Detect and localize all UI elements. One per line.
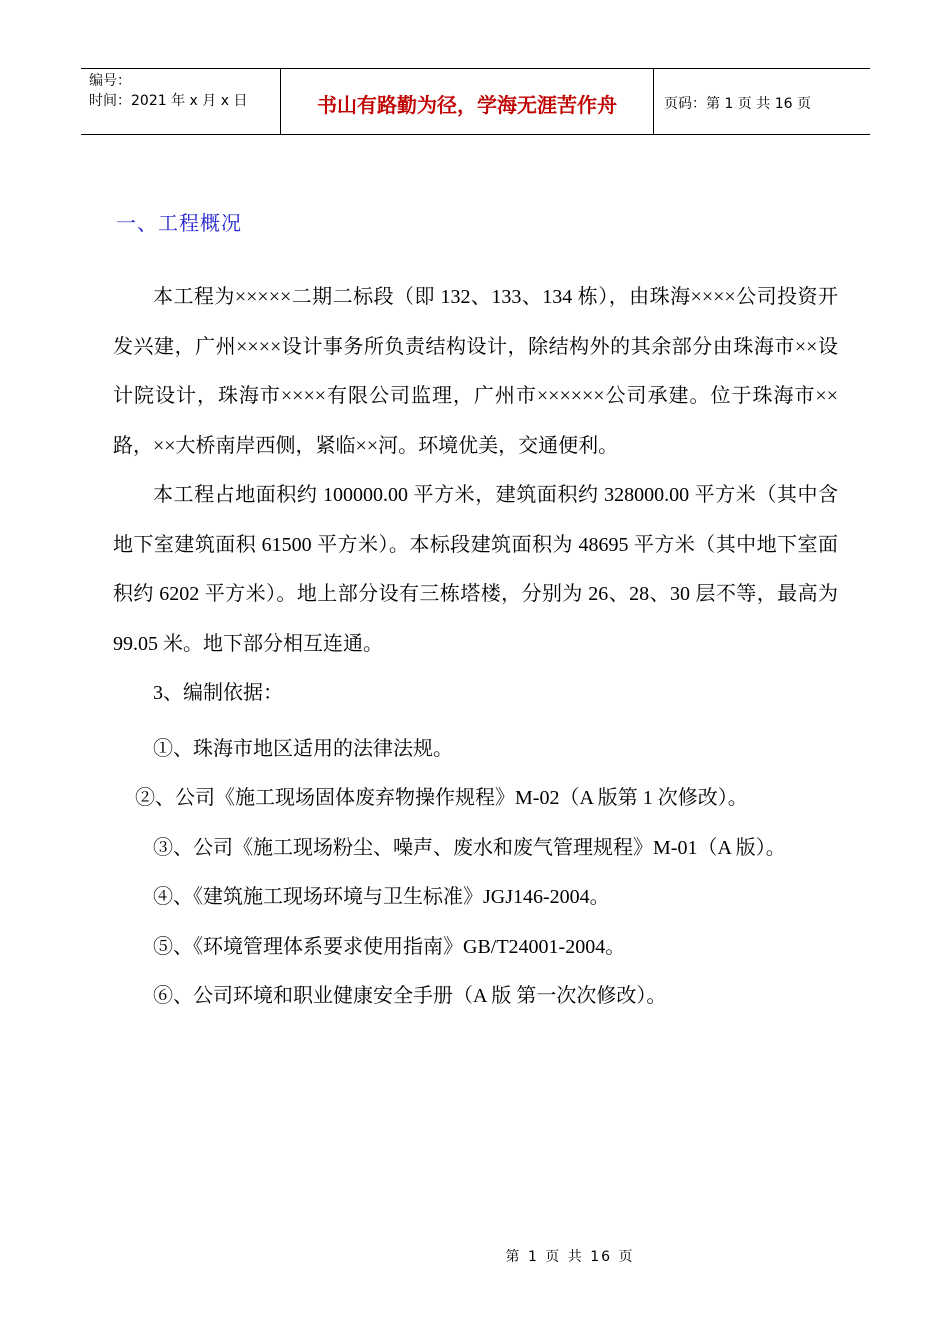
document-body — [113, 273, 838, 1022]
section-title: 一、工程概况 — [116, 211, 242, 235]
basis-item: ⑤、《环境管理体系要求使用指南》GB/T24001-2004。 — [153, 935, 626, 958]
basis-item: ④、《建筑施工现场环境与卫生标准》JGJ146-2004。 — [153, 886, 610, 908]
document-header — [81, 68, 870, 135]
basis-item: ②、公司《施工现场固体废弃物操作规程》M-02（A 版第 1 次修改）。 — [135, 787, 748, 809]
header-left-cell — [81, 69, 281, 134]
number-label: 编号： — [89, 73, 131, 89]
basis-item: ③、公司《施工现场粉尘、噪声、废水和废气管理规程》M-01（A 版）。 — [153, 836, 786, 859]
basis-item: ⑥、公司环境和职业健康安全手册（A 版 第一次次修改）。 — [153, 985, 667, 1007]
time-label: 时间：2021 年 x 月 x 日 — [89, 93, 248, 109]
paragraph-basis-heading: 3、编制依据： — [153, 682, 283, 704]
header-motto: 书山有路勤为径，学海无涯苦作舟 — [281, 69, 654, 134]
page-footer: 第 1 页 共 16 页 — [505, 1249, 635, 1265]
basis-item: ①、珠海市地区适用的法律法规。 — [153, 737, 453, 760]
header-page-info: 页码：第 1 页 共 16 页 — [664, 95, 811, 112]
paragraph-area: 本工程占地面积约 100000.00 平方米，建筑面积约 328000.00 平方米（其中含地下室建筑面积 61500 平方米）。本标段建筑面积为 48695 平方米（其中地下室面积约 6202 平方米）。地上部分设有三栋塔楼，分别为 26、28、30 层不等，最高为 99.05 米。地下部分相互连通。 — [113, 484, 838, 655]
paragraph-overview: 本工程为×××××二期二标段（即 132、133、134 栋），由珠海××××公司投资开发兴建，广州××××设计事务所负责结构设计，除结构外的其余部分由珠海市××设计院设计，珠海市××××有限公司监理，广州市××××××公司承建。位于珠海市××路，××大桥南岸西侧，紧临××河。环境优美，交通便利。 — [113, 286, 838, 457]
